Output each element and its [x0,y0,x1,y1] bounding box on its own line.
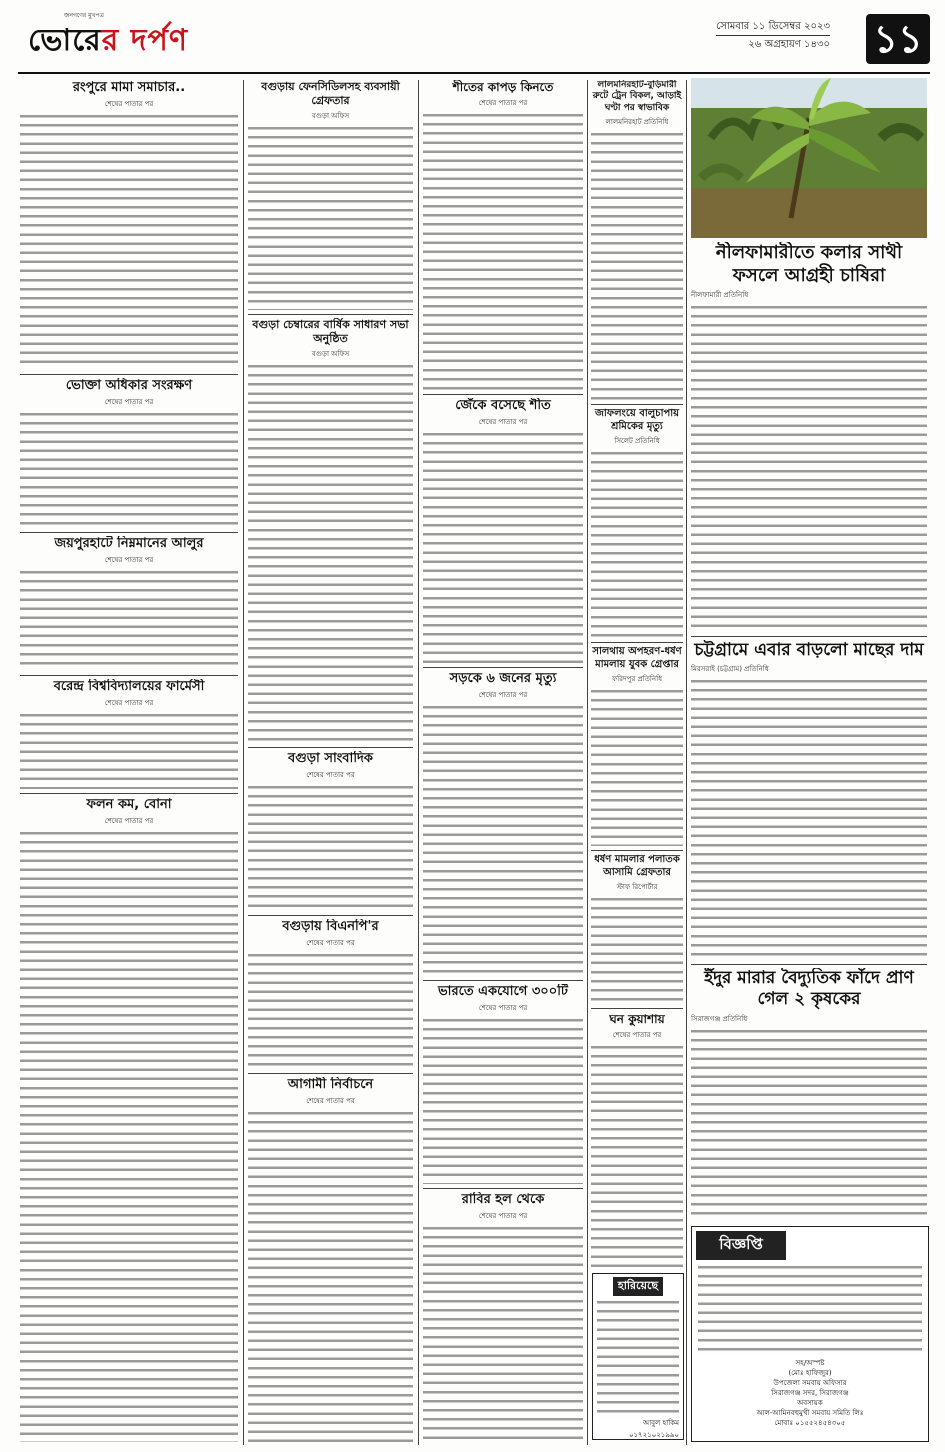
article-body [20,830,238,1442]
article-nilphamari-banana [691,242,927,632]
article-body [691,1028,927,1221]
section-divider [248,314,413,315]
article-rat-trap-deaths [691,968,927,1220]
dateline-label: মিরসরাই (চট্টগ্রাম) প্রতিনিধি [691,665,769,674]
article-body [691,678,927,960]
headline: রংপুরে মামা সমাচার.. [72,80,186,95]
continuation-label: শেষের পাতার পর [306,1097,355,1106]
masthead [18,10,930,74]
headline: শীতের কাপড় কিনতে [452,80,554,94]
sig-line-6: আল-আমিনবহুমুখী সমবায় সমিতি লিঃ [756,1409,864,1417]
article-body [423,704,583,976]
headline: আগামী নির্বাচনে [287,1077,374,1092]
section-divider [20,675,238,676]
article-body [591,1044,683,1267]
sig-line-1: সহ/অস্পষ্ট [795,1359,825,1367]
article-body [423,1017,583,1184]
dateline-label: লালমনিরহাট প্রতিনিধি [605,117,669,126]
headline: চট্টগ্রামে এবার বাড়লো মাছের দাম [694,640,924,660]
sig-line-5: অবসায়ক [797,1399,823,1407]
continuation-label: শেষের পাতার পর [478,99,528,107]
banana-field-photo [691,78,927,238]
article-saltha-arrest [591,646,683,846]
continuation-label: শেষের পাতার পর [306,939,355,948]
brand-part1: ভোরে [28,23,102,58]
article-body [591,688,683,846]
headline: বগুড়া সাংবাদিক [288,751,373,766]
sig-line-3: উপজেলা সমবায় অফিসার [773,1379,847,1387]
article-rangpur [20,80,238,370]
section-divider [423,980,583,981]
dateline-label: বগুড়া অফিস [311,349,350,358]
headline: বগুড়া চেম্বারের বার্ষিক সাধারণ সভা অনুষ্ঠিত [252,318,409,345]
section-divider [248,915,413,916]
sig-line-2: (মোঃ হাফিজুর) [788,1369,832,1377]
article-bogura-bnp [248,919,413,1069]
headline: সালথায় অপহরণ-ধর্ষণ মামলায় যুবক গ্রেপ্তার [592,646,682,670]
lost-notice-title: হারিয়েছে [613,1277,663,1296]
headline: ভারতে একযোগে ৩০০টি [437,984,568,999]
date-bangla: ২৬ অগ্রহায়ণ ১৪৩০ [716,35,830,53]
article-body [423,112,583,390]
article-barendra-pharmacy [20,679,238,789]
headline: লালমনিরহাট-বুড়িমারী রুটে ট্রেন বিকল, আড়াই ঘণ্টা পর স্বাভাবিক [592,80,682,113]
lost-notice-phone: ০১৭২১০২১৯৯০ [628,1431,679,1439]
continuation-label: শেষের পাতার পর [612,1031,662,1039]
continuation-label: শেষের পাতার পর [478,691,528,700]
lost-notice-signature: আবুল হাকিম [643,1419,679,1427]
continuation-label: শেষের পাতার পর [478,1004,528,1013]
article-body [248,784,413,911]
article-india-300 [423,984,583,1184]
section-divider [20,374,238,375]
headline: সড়কে ৬ জনের মৃত্যু [449,671,557,686]
article-body [248,1110,413,1442]
article-fugitive-arrest [591,854,683,1004]
headline: জয়পুরহাটে নিম্নমানের আলুর [54,536,204,551]
article-dense-fog [591,1012,683,1267]
article-chattogram-fish-price [691,640,927,960]
dateline [716,18,830,53]
article-bogura-chamber [248,318,413,743]
article-low-yield [20,797,238,1442]
headline: বগুড়ায় ফেনসিডিলসহ ব্যবসায়ী গ্রেফতার [261,80,400,107]
article-body [20,712,238,789]
dateline-label: ফরিদপুর প্রতিনিধি [611,675,663,683]
article-winter-clothes [423,80,583,390]
article-bogura-journalist [248,751,413,911]
section-divider [591,404,683,405]
headline: জাফলংয়ে বালুচাপায় শ্রমিকের মৃত্যু [594,408,680,432]
dateline-label: সিলেট প্রতিনিধি [614,437,660,445]
article-rabi-hall [423,1192,583,1442]
section-divider [423,394,583,395]
article-body [248,125,413,311]
newspaper-logo [28,16,188,67]
date-gregorian: সোমবার ১১ ডিসেম্বর ২০২৩ [716,21,830,32]
page-number: ১১ [866,14,930,64]
notice-title: বিজ্ঞপ্তি [696,1231,786,1260]
lost-notice-body [597,1299,679,1417]
section-divider [20,532,238,533]
dateline-label: বগুড়া অফিস [311,111,350,120]
article-road-deaths [423,671,583,976]
article-jaflong-worker [591,408,683,638]
headline: ঘন কুয়াশায় [609,1012,665,1026]
continuation-label: শেষের পাতার পর [306,771,355,780]
column-divider [418,80,419,1445]
article-body [20,411,238,528]
dateline-label: নীলফামারী প্রতিনিধি [691,291,749,299]
continuation-label: শেষের পাতার পর [478,418,528,427]
headline: ভোক্তা অধিকার সংরক্ষণ [65,378,193,393]
article-body [591,450,683,638]
sig-phone: মোবাঃ ০১৫৫২৪৫৪৩০৫ [774,1419,846,1427]
section-divider [591,1008,683,1009]
sig-line-4: সিরাজগঞ্জ সদর, সিরাজগঞ্জ [771,1389,849,1397]
headline: বরেন্দ্র বিশ্ববিদ্যালয়ের ফার্মেসী [53,679,205,694]
continuation-label: শেষের পাতার পর [104,556,154,565]
headline: ইঁদুর মারার বৈদ্যুতিক ফাঁদে প্রাণ গেল ২ কৃষকের [704,968,914,1010]
continuation-label: শেষের পাতার পর [104,100,154,109]
article-body [248,363,413,744]
dateline-label: স্টাফ রিপোর্টার [616,883,658,891]
article-body [20,113,238,370]
headline: ফলন কম, বোনা [86,797,172,812]
section-divider [423,667,583,668]
section-divider [591,642,683,643]
column-divider [243,80,244,1445]
article-body [423,431,583,663]
article-bogura-phensedyl [248,80,413,310]
masthead-slogan: জনগণের মুখপত্র [64,12,104,19]
section-divider [248,1073,413,1074]
public-notice [691,1226,929,1442]
section-divider [691,636,927,637]
continuation-label: শেষের পাতার পর [478,1212,528,1221]
article-cold-sets-in [423,398,583,663]
article-consumer-rights [20,378,238,528]
headline: ধর্ষণ মামলার পলাতক আসামি গ্রেফতার [594,854,680,878]
lost-notice [592,1273,684,1440]
section-divider [691,964,927,965]
section-divider [248,747,413,748]
column-divider [587,80,588,1445]
continuation-label: শেষের পাতার পর [104,398,154,407]
article-next-election [248,1077,413,1442]
article-body [20,569,238,671]
section-divider [20,793,238,794]
continuation-label: শেষের পাতার পর [104,817,154,826]
continuation-label: শেষের পাতার পর [104,699,154,708]
article-joypurhat-potato [20,536,238,671]
headline: বগুড়ায় বিএনপি'র [282,919,379,934]
article-body [248,952,413,1069]
dateline-label: সিরাজগঞ্জ প্রতিনিধি [691,1014,748,1023]
article-train-breakdown [591,80,683,400]
headline: রাবির হল থেকে [461,1192,545,1207]
brand-part2: র দর্পণ [101,23,189,58]
headline: নীলফামারীতে কলার সাথী ফসলে আগ্রহী চাষিরা [715,242,903,286]
banana-plants-image [691,78,927,238]
section-divider [423,1188,583,1189]
headline: জেঁকে বসেছে শীত [455,398,551,413]
column-divider [686,80,687,1445]
article-body [591,131,683,400]
article-body [591,896,683,1004]
section-divider [591,850,683,851]
article-body [691,304,927,632]
notice-signature [692,1358,928,1428]
notice-body [698,1264,922,1354]
article-body [423,1225,583,1442]
